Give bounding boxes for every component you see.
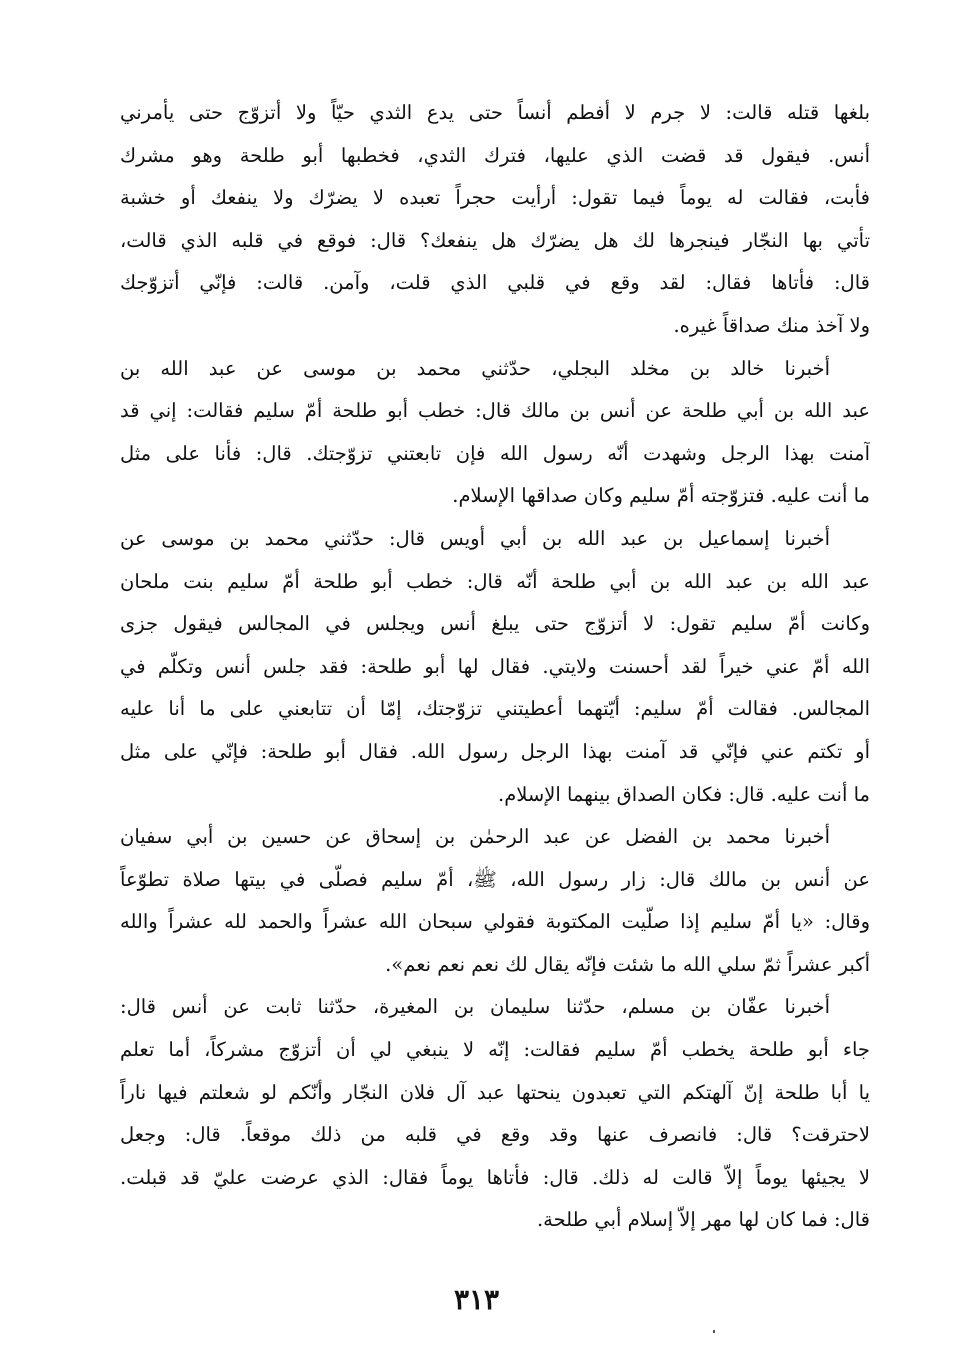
text-line: آمنت بهذا الرجل وشهدت أنّه رسول الله فإن تابعتني تزوّجتك. قال: فأنا على مثل — [120, 441, 870, 465]
text-line: الله أمّ عني خيراً لقد أحسنت ولايتي. فقال لها أبو طلحة: فقد جلس أنس وتكلّم في — [120, 654, 870, 678]
text-line: أكبر عشراً ثمّ سلي الله ما شئت فإنّه يقال لك نعم نعم نعم». — [385, 952, 870, 976]
text-line: أخبرنا محمد بن الفضل عن عبد الرحمٰن بن إسحاق عن حسين بن أبي سفيان — [120, 825, 830, 849]
page-number: ٣١٣ — [453, 1283, 500, 1316]
text-line: أخبرنا عفّان بن مسلم، حدّثنا سليمان بن المغيرة، حدّثنا ثابت عن أنس قال: — [120, 995, 830, 1019]
text-line: يا أبا طلحة إنّ آلهتكم التي تعبدون ينحتها عبد آل فلان النجّار وأنّكم لو شعلتم فيها ناراً — [120, 1080, 870, 1104]
text-line: وكانت أمّ سليم تقول: لا أتزوّج حتى يبلغ أنس ويجلس في المجالس فيقول جزى — [120, 612, 870, 636]
text-line: فأبت، فقالت له يوماً فيما تقول: أرأيت حجراً تعبده لا يضرّك ولا ينفعك أو خشبة — [120, 186, 870, 210]
text-line: بلغها قتله قالت: لا جرم لا أفطم أنساً حتى يدع الثدي حيّاً ولا أتزوّج حتى يأمرني — [120, 101, 870, 124]
text-line: المجالس. فقالت أمّ سليم: أيّتهما أعطيتني تزوّجتك، إمّا أن تتابعني على ما أنا عليه — [120, 697, 870, 721]
text-line: ما أنت عليه. فتزوّجته أمّ سليم وكان صداقها الإسلام. — [452, 484, 870, 508]
text-line: لا يجيئها يوماً إلاّ قالت له ذلك. قال: فأتاها يوماً فقال: الذي عرضت عليّ قد قبلت. — [120, 1165, 870, 1189]
scan-speck — [713, 1330, 715, 1333]
paragraph — [120, 348, 870, 518]
text-line: عن أنس بن مالك قال: زار رسول الله، ﷺ، أمّ سليم فصلّى في بيتها صلاة تطوّعاً — [120, 867, 870, 891]
text-line: لاحترقت؟ قال: فانصرف عنها وقد وقع في قلبه من ذلك موقعاً. قال: وجعل — [120, 1123, 870, 1147]
text-line: تأتي بها النجّار فينجرها لك هل يضرّك هل ينفعك؟ قال: فوقع في قلبه الذي قالت، — [120, 228, 870, 252]
text-line: أو تكتم عني فإنّي قد آمنت بهذا الرجل رسول الله. فقال أبو طلحة: فإنّي على مثل — [120, 739, 870, 763]
page-body — [120, 92, 870, 1242]
paragraph — [120, 986, 870, 1242]
text-line: جاء أبو طلحة يخطب أمّ سليم فقالت: إنّه لا ينبغي لي أن أتزوّج مشركاً، أما تعلم — [120, 1038, 870, 1062]
text-line: ما أنت عليه. قال: فكان الصداق بينهما الإسلام. — [498, 782, 870, 806]
text-line: أنس. فيقول قد قضت الذي عليها، فترك الثدي، فخطبها أبو طلحة وهو مشرك — [120, 143, 870, 167]
text-line: عبد الله بن أبي طلحة عن أنس بن مالك قال: خطب أبو طلحة أمّ سليم فقالت: إني قد — [120, 399, 870, 423]
text-line: أخبرنا إسماعيل بن عبد الله بن أبي أويس قال: حدّثني محمد بن موسى عن — [120, 526, 830, 550]
paragraph — [120, 92, 870, 348]
text-line: قال: فما كان لها مهر إلاّ إسلام أبي طلحة. — [536, 1208, 870, 1232]
text-line: ولا آخذ منك صداقاً غيره. — [673, 313, 870, 337]
text-line: عبد الله بن عبد الله بن أبي طلحة أنّه قال: خطب أبو طلحة أمّ سليم بنت ملحان — [120, 569, 870, 593]
text-line: وقال: «يا أمّ سليم إذا صلّيت المكتوبة فقولي سبحان الله عشراً والحمد لله عشراً والله — [120, 910, 870, 934]
text-line: قال: فأتاها فقال: لقد وقع في قلبي الذي قلت، وآمن. قالت: فإنّي أتزوّجك — [120, 271, 870, 295]
text-line: أخبرنا خالد بن مخلد البجلي، حدّثني محمد بن موسى عن عبد الله بن — [120, 356, 830, 380]
paragraph — [120, 518, 870, 816]
paragraph — [120, 816, 870, 986]
